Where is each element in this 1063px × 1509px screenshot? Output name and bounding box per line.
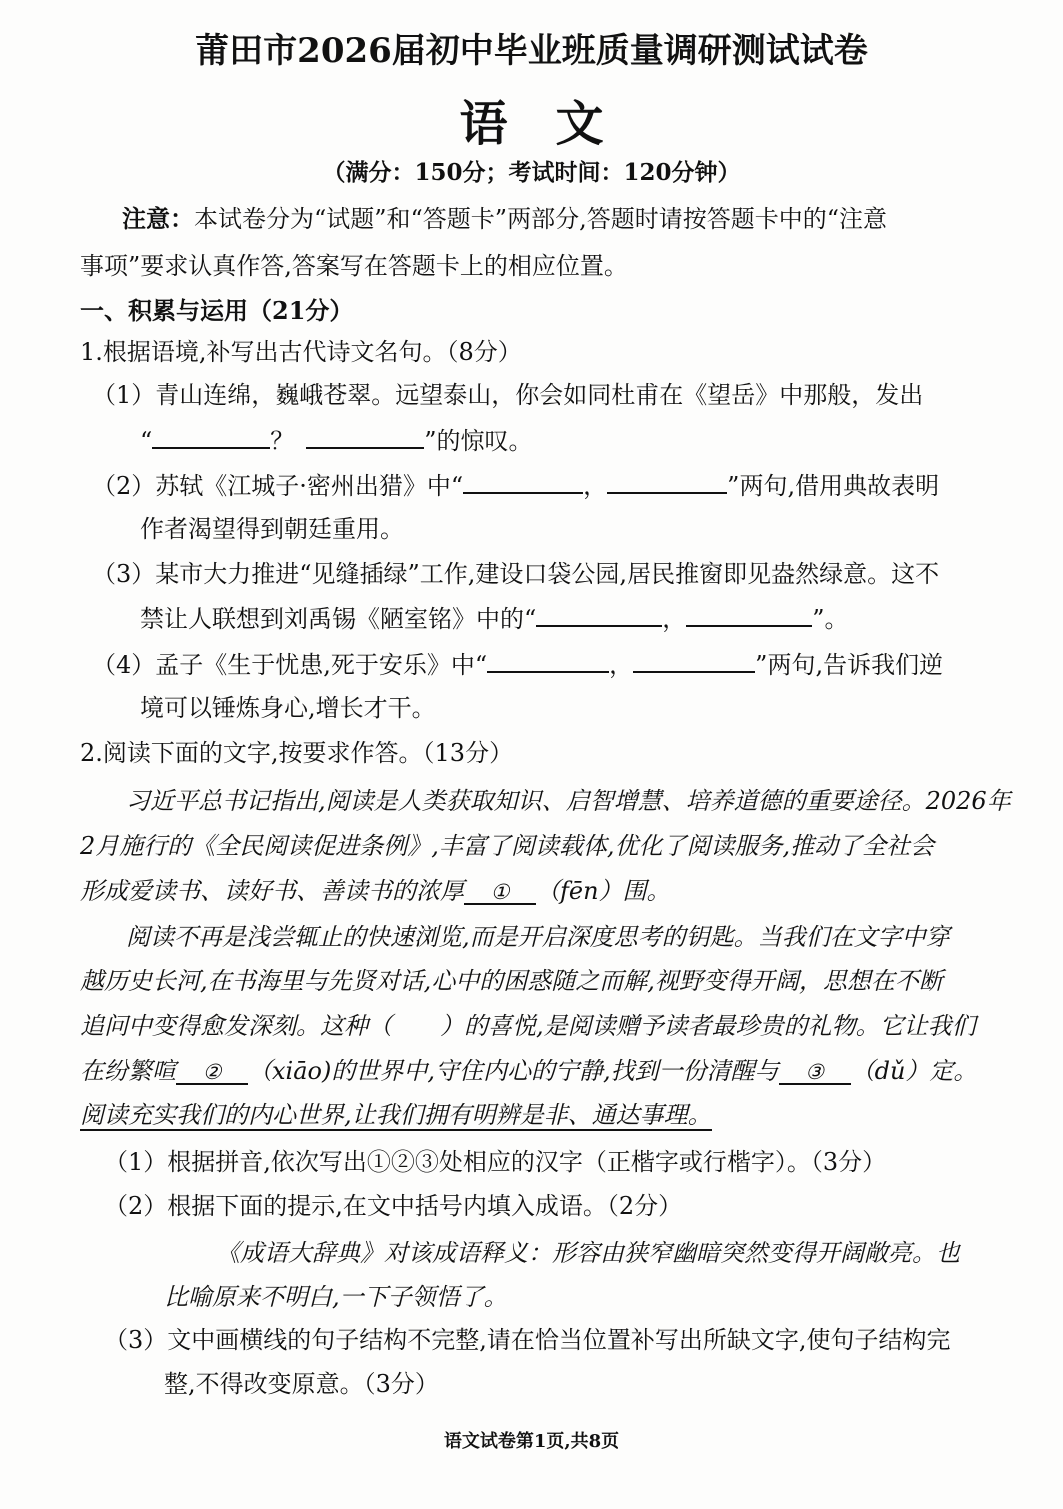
q2-para2-line-3: 追问中变得愈发深刻。这种（ ）的喜悦,是阅读赠予读者最珍贵的礼物。它让我们 [80, 1012, 976, 1040]
blank-2[interactable]: ② [176, 1061, 248, 1085]
answer-blank[interactable] [306, 425, 424, 449]
q2-sub-3-line-1: （3）文中画横线的句子结构不完整,请在恰当位置补写出所缺文字,使句子结构完 [104, 1326, 951, 1354]
q2-hint-line-2: 比喻原来不明白,一下子领悟了。 [164, 1283, 508, 1311]
q1-1-line-1: （1）青山连绵，巍峨苍翠。远望泰山，你会如同杜甫在《望岳》中那般，发出 [92, 381, 924, 409]
underlined-sentence: 阅读充实我们的内心世界,让我们拥有明辨是非、通达事理。 [80, 1101, 712, 1129]
q1-2-line-1: （2）苏轼《江城子·密州出猎》中“ ， ”两句,借用典故表明 [92, 472, 940, 500]
q1-3-line-1: （3）某市大力推进“见缝插绿”工作,建设口袋公园,居民推窗即见盎然绿意。这不 [92, 560, 940, 588]
q2-stem: 2.阅读下面的文字,按要求作答。（13分） [80, 739, 514, 767]
page-footer: 语文试卷第1页,共8页 [443, 1431, 620, 1452]
q2-para1-line-2: 2月施行的《全民阅读促进条例》,丰富了阅读载体,优化了阅读服务,推动了全社会 [80, 832, 935, 860]
q2-para2-line-5 [80, 1100, 712, 1130]
exam-title: 莆田市2026届初中毕业班质量调研测试试卷 [195, 31, 868, 71]
answer-blank[interactable] [607, 470, 727, 494]
subject-title: 语 文 [459, 96, 604, 152]
q2-sub-3-line-2: 整,不得改变原意。（3分） [164, 1370, 439, 1398]
q2-para1-line-1: 习近平总书记指出,阅读是人类获取知识、启智增慧、培养道德的重要途径。2026年 [126, 787, 1011, 815]
notice-label: 注意： [122, 204, 194, 233]
q2-para2-line-4: 在纷繁喧 ② （xiāo)的世界中,守住内心的宁静,找到一份清醒与 ③ （dǔ）定。 [80, 1057, 978, 1085]
answer-blank[interactable] [152, 425, 270, 449]
blank-1[interactable]: ① [464, 881, 536, 905]
q2-para2-line-1: 阅读不再是浅尝辄止的快速浏览,而是开启深度思考的钥匙。当我们在文字中穿 [126, 923, 950, 951]
q2-para2-line-2: 越历史长河,在书海里与先贤对话,心中的困惑随之而解,视野变得开阔，思想在不断 [80, 967, 943, 995]
q1-stem: 1.根据语境,补写出古代诗文名句。（8分） [80, 338, 522, 366]
answer-blank[interactable] [463, 470, 583, 494]
score-time: （满分：150分；考试时间：120分钟） [322, 159, 741, 186]
q2-sub-2: （2）根据下面的提示,在文中括号内填入成语。（2分） [104, 1192, 683, 1220]
answer-blank[interactable] [686, 603, 812, 627]
q1-3-line-2: 禁让人联想到刘禹锡《陋室铭》中的“ ， ”。 [140, 605, 849, 633]
answer-blank[interactable] [536, 603, 662, 627]
answer-blank[interactable] [487, 649, 609, 673]
q2-hint-line-1: 《成语大辞典》对该成语释义：形容由狭窄幽暗突然变得开阔敞亮。也 [216, 1239, 960, 1267]
q2-para1-line-3: 形成爱读书、读好书、善读书的浓厚 ① （fēn）围。 [80, 877, 671, 905]
notice-line-2: 事项”要求认真作答,答案写在答题卡上的相应位置。 [80, 252, 628, 280]
q1-4-line-2: 境可以锤炼身心,增长才干。 [140, 694, 436, 722]
blank-3[interactable]: ③ [779, 1061, 851, 1085]
q2-sub-1: （1）根据拼音,依次写出①②③处相应的汉字（正楷字或行楷字）。（3分） [104, 1148, 887, 1176]
q1-1-line-2: “ ？ ”的惊叹。 [140, 427, 533, 455]
notice-line-1: 注意：本试卷分为“试题”和“答题卡”两部分,答题时请按答题卡中的“注意 [122, 204, 887, 233]
q1-2-line-2: 作者渴望得到朝廷重用。 [140, 515, 404, 543]
section-1-title: 一、积累与运用（21分） [80, 296, 354, 325]
answer-blank[interactable] [633, 649, 755, 673]
q1-4-line-1: （4）孟子《生于忧患,死于安乐》中“ ， ”两句,告诉我们逆 [92, 651, 944, 679]
